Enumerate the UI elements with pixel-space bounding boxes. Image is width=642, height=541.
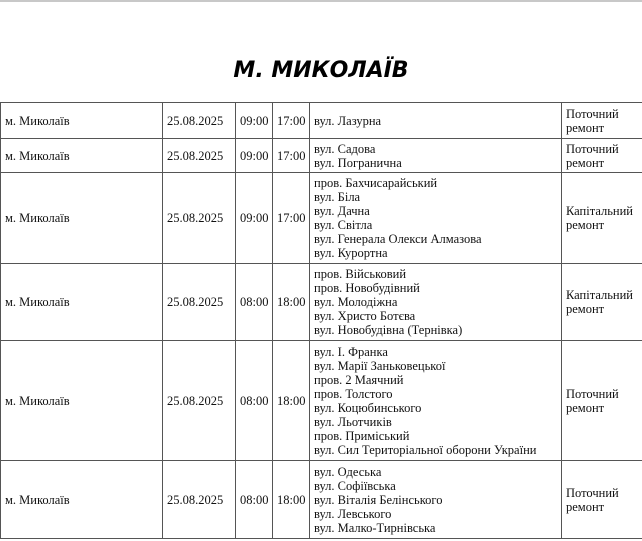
street-name: вул. Льотчиків	[314, 414, 392, 429]
date-cell: 25.08.2025	[163, 341, 236, 461]
start-time-cell: 09:00	[236, 173, 273, 264]
date-cell: 25.08.2025	[163, 461, 236, 539]
street-name: вул. Малко-Тирнівська	[314, 520, 436, 535]
street-name: вул. Дачна	[314, 204, 370, 218]
street-name: вул. Коцюбинського	[314, 400, 422, 415]
streets-cell	[310, 103, 562, 139]
start-time-cell: 08:00	[236, 461, 273, 539]
date-cell: 25.08.2025	[163, 103, 236, 139]
end-time-cell: 17:00	[273, 139, 310, 173]
repair-type-cell: Поточний ремонт	[562, 461, 642, 539]
street-name: пров. Толстого	[314, 386, 393, 401]
start-time-cell: 09:00	[236, 139, 273, 173]
city-cell: м. Миколаїв	[1, 461, 163, 539]
date-cell: 25.08.2025	[163, 139, 236, 173]
date-cell: 25.08.2025	[163, 264, 236, 341]
street-name: вул. Лазурна	[314, 113, 382, 128]
street-name: вул. Марії Заньковецької	[314, 358, 446, 373]
repair-type-cell: Поточний ремонт	[562, 103, 642, 139]
streets-cell	[310, 264, 562, 341]
street-name: вул. Генерала Олекси Алмазова	[314, 232, 482, 246]
end-time-cell: 18:00	[273, 341, 310, 461]
table-row	[1, 264, 642, 341]
street-name: вул. Віталія Белінського	[314, 492, 443, 507]
end-time-cell: 17:00	[273, 103, 310, 139]
repair-type-cell: Капітальний ремонт	[562, 173, 642, 264]
city-cell: м. Миколаїв	[1, 173, 163, 264]
street-name: вул. Курортна	[314, 246, 388, 260]
street-name: пров. Бахчисарайський	[314, 176, 438, 190]
street-name: вул. І. Франка	[314, 344, 388, 359]
end-time-cell: 18:00	[273, 461, 310, 539]
streets-cell	[310, 139, 562, 173]
street-name: вул. Сил Територіальної оборони України	[314, 442, 537, 457]
city-cell: м. Миколаїв	[1, 264, 163, 341]
table-row	[1, 461, 642, 539]
table-row	[1, 173, 642, 264]
street-name: вул. Одеська	[314, 464, 382, 479]
street-name: вул. Софіївська	[314, 478, 396, 493]
end-time-cell: 18:00	[273, 264, 310, 341]
street-name: вул. Біла	[314, 190, 361, 204]
table-row	[1, 341, 642, 461]
start-time-cell: 08:00	[236, 341, 273, 461]
end-time-cell: 17:00	[273, 173, 310, 264]
street-name: вул. Молодіжна	[314, 295, 398, 309]
repair-type-cell: Поточний ремонт	[562, 139, 642, 173]
street-name: вул. Новобудівна (Тернівка)	[314, 323, 463, 337]
street-name: пров. Приміський	[314, 428, 410, 443]
street-name: вул. Світла	[314, 218, 373, 232]
table-row	[1, 139, 642, 173]
street-name: вул. Левського	[314, 506, 392, 521]
streets-cell	[310, 461, 562, 539]
street-name: вул. Погранична	[314, 155, 402, 170]
streets-cell	[310, 173, 562, 264]
repair-type-cell: Капітальний ремонт	[562, 264, 642, 341]
street-name: вул. Христо Ботєва	[314, 309, 416, 323]
top-border	[0, 0, 642, 2]
outage-schedule-table	[0, 102, 642, 539]
page-title: М. МИКОЛАЇВ	[233, 58, 409, 83]
repair-type-cell: Поточний ремонт	[562, 341, 642, 461]
table-row	[1, 103, 642, 139]
street-name: пров. Військовий	[314, 267, 407, 281]
date-cell: 25.08.2025	[163, 173, 236, 264]
street-name: вул. Садова	[314, 141, 376, 156]
streets-cell	[310, 341, 562, 461]
start-time-cell: 09:00	[236, 103, 273, 139]
city-cell: м. Миколаїв	[1, 341, 163, 461]
street-name: пров. 2 Маячний	[314, 372, 404, 387]
city-cell: м. Миколаїв	[1, 103, 163, 139]
street-name: пров. Новобудівний	[314, 281, 420, 295]
start-time-cell: 08:00	[236, 264, 273, 341]
city-cell: м. Миколаїв	[1, 139, 163, 173]
